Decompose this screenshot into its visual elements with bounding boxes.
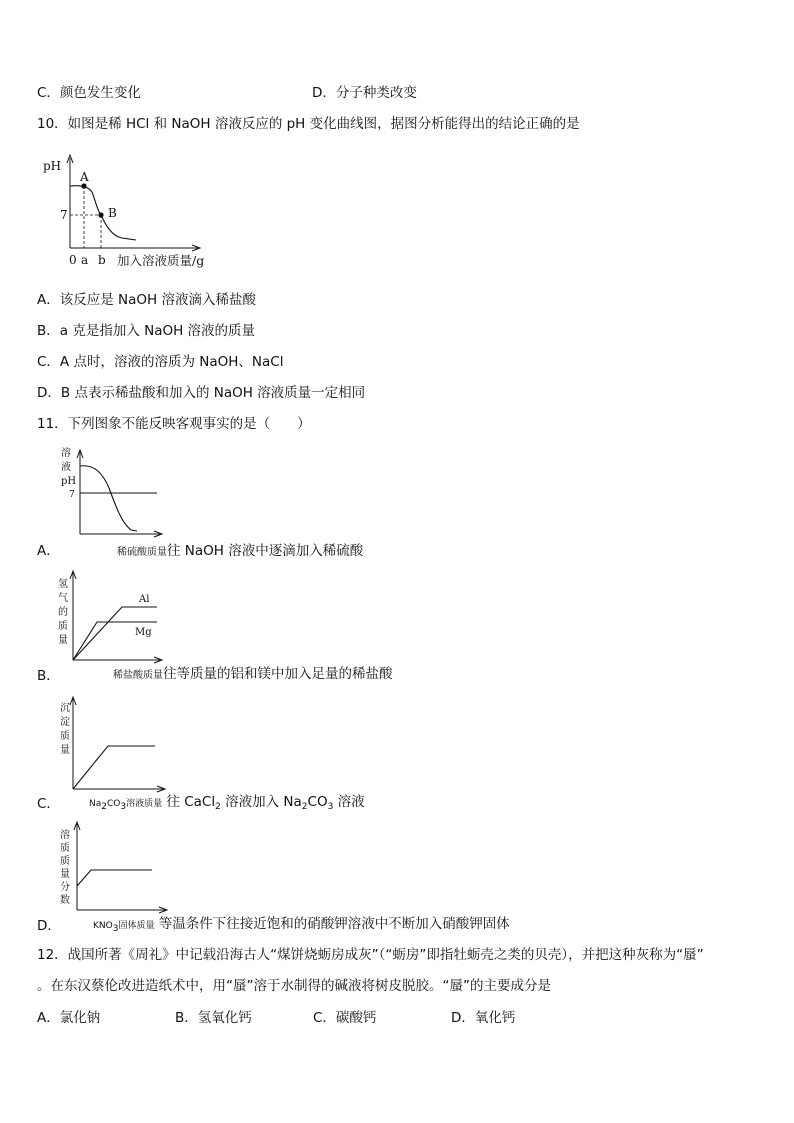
- al-label: Al: [139, 594, 150, 605]
- d-ylabel-6: 数: [60, 895, 70, 906]
- q11-a-caption: [117, 542, 363, 562]
- d-ylabel-2: 质: [60, 843, 70, 854]
- q12-option-d: D．氧化钙: [451, 1010, 516, 1026]
- q12-stem-line2: 。在东汉蔡伦改进造纸术中，用“蜃”溶于水制得的碱液将树皮脱胶。“蜃”的主要成分是: [37, 978, 551, 994]
- q11-graph-c: [55, 693, 170, 793]
- q12-stem-line1: 12．战国所著《周礼》中记载沿海古人“煤饼烧蛎房成灰”（“蛎房”即指牡蛎壳之类的贝壳），并把这种灰称为“蜃”: [37, 947, 704, 963]
- q10-option-c: C．A 点时，溶液的溶质为 NaOH、NaCl: [37, 354, 284, 370]
- q11-b-caption: [113, 665, 393, 685]
- b-ylabel-4: 质: [58, 621, 68, 632]
- q11-d-letter: D．: [37, 918, 61, 934]
- a-ylabel-1: 溶: [61, 448, 71, 459]
- q11-graph-a: [55, 444, 170, 539]
- d-desc: 等温条件下往接近饱和的硝酸钾溶液中不断加入硝酸钾固体: [158, 916, 510, 932]
- a-xlabel: 稀硫酸质量: [117, 547, 167, 558]
- c-desc: 往 CaCl$_2$ 溶液加入 $Na_2CO_3$ 溶液: [166, 794, 365, 812]
- c-xlabel: Na2CO3溶液质量: [89, 799, 163, 812]
- c-ylabel-2: 淀: [60, 717, 70, 728]
- d-ylabel-4: 量: [60, 869, 70, 880]
- q11-d-caption: [93, 915, 510, 938]
- tick-a-label: a: [81, 253, 89, 267]
- x-axis-label: 加入溶液质量/g: [117, 253, 205, 268]
- c-ylabel-4: 量: [60, 745, 70, 756]
- c-ylabel-3: 质: [60, 731, 70, 742]
- a-ylabel-2: 液: [61, 462, 71, 473]
- b-xlabel: 稀盐酸质量: [113, 670, 163, 681]
- q11-b-letter: B．: [37, 668, 60, 684]
- q11-graph-b: [55, 567, 170, 667]
- origin-label: 0: [69, 253, 77, 267]
- d-ylabel-3: 质: [60, 856, 70, 867]
- q12-option-a: A．氯化钠: [37, 1010, 101, 1026]
- q11-a-letter: A．: [37, 543, 60, 559]
- q10-ph-graph: [40, 150, 230, 275]
- b-ylabel-3: 的: [58, 607, 68, 618]
- d-ylabel-1: 溶: [60, 830, 70, 841]
- q10-option-b: B．a 克是指加入 NaOH 溶液的质量: [37, 323, 256, 339]
- mg-label: Mg: [135, 627, 152, 638]
- q11-stem: 11．下列图象不能反映客观事实的是（ ）: [37, 416, 311, 432]
- a-y7-tick: 7: [69, 490, 75, 500]
- point-b-label: B: [108, 206, 117, 220]
- b-desc: 往等质量的铝和镁中加入足量的稀盐酸: [163, 666, 393, 682]
- q10-stem: 10．如图是稀 HCl 和 NaOH 溶液反应的 pH 变化曲线图，据图分析能得出的结论正确的是: [37, 116, 580, 132]
- ph-axis-label: pH: [43, 159, 62, 173]
- point-a-label: A: [80, 170, 89, 184]
- d-xlabel: KNO3固体质量: [93, 921, 155, 934]
- b-ylabel-5: 量: [58, 635, 68, 646]
- q9-option-d: D．分子种类改变: [312, 85, 417, 101]
- q10-option-d: D．B 点表示稀盐酸和加入的 NaOH 溶液质量一定相同: [37, 385, 366, 401]
- a-ylabel-3: pH: [61, 476, 77, 487]
- b-ylabel-1: 氢: [58, 579, 68, 590]
- tick-b-label: b: [98, 253, 106, 267]
- q9-option-c: C．颜色发生变化: [37, 85, 141, 101]
- point-a-marker: [81, 183, 86, 188]
- q10-option-a: A．该反应是 NaOH 溶液滴入稀盐酸: [37, 292, 256, 308]
- q11-c-letter: C．: [37, 796, 60, 812]
- q12-option-b: B．氢氧化钙: [175, 1010, 252, 1026]
- q12-option-c: C．碳酸钙: [313, 1010, 377, 1026]
- q11-c-caption: [89, 793, 365, 816]
- point-b-marker: [98, 212, 103, 217]
- c-ylabel-1: 沉: [60, 703, 70, 714]
- a-desc: 往 NaOH 溶液中逐滴加入稀硫酸: [167, 543, 364, 559]
- q11-graph-d: [55, 820, 170, 915]
- b-ylabel-2: 气: [58, 593, 68, 604]
- d-ylabel-5: 分: [60, 882, 70, 893]
- ph-7-tick: 7: [60, 208, 68, 222]
